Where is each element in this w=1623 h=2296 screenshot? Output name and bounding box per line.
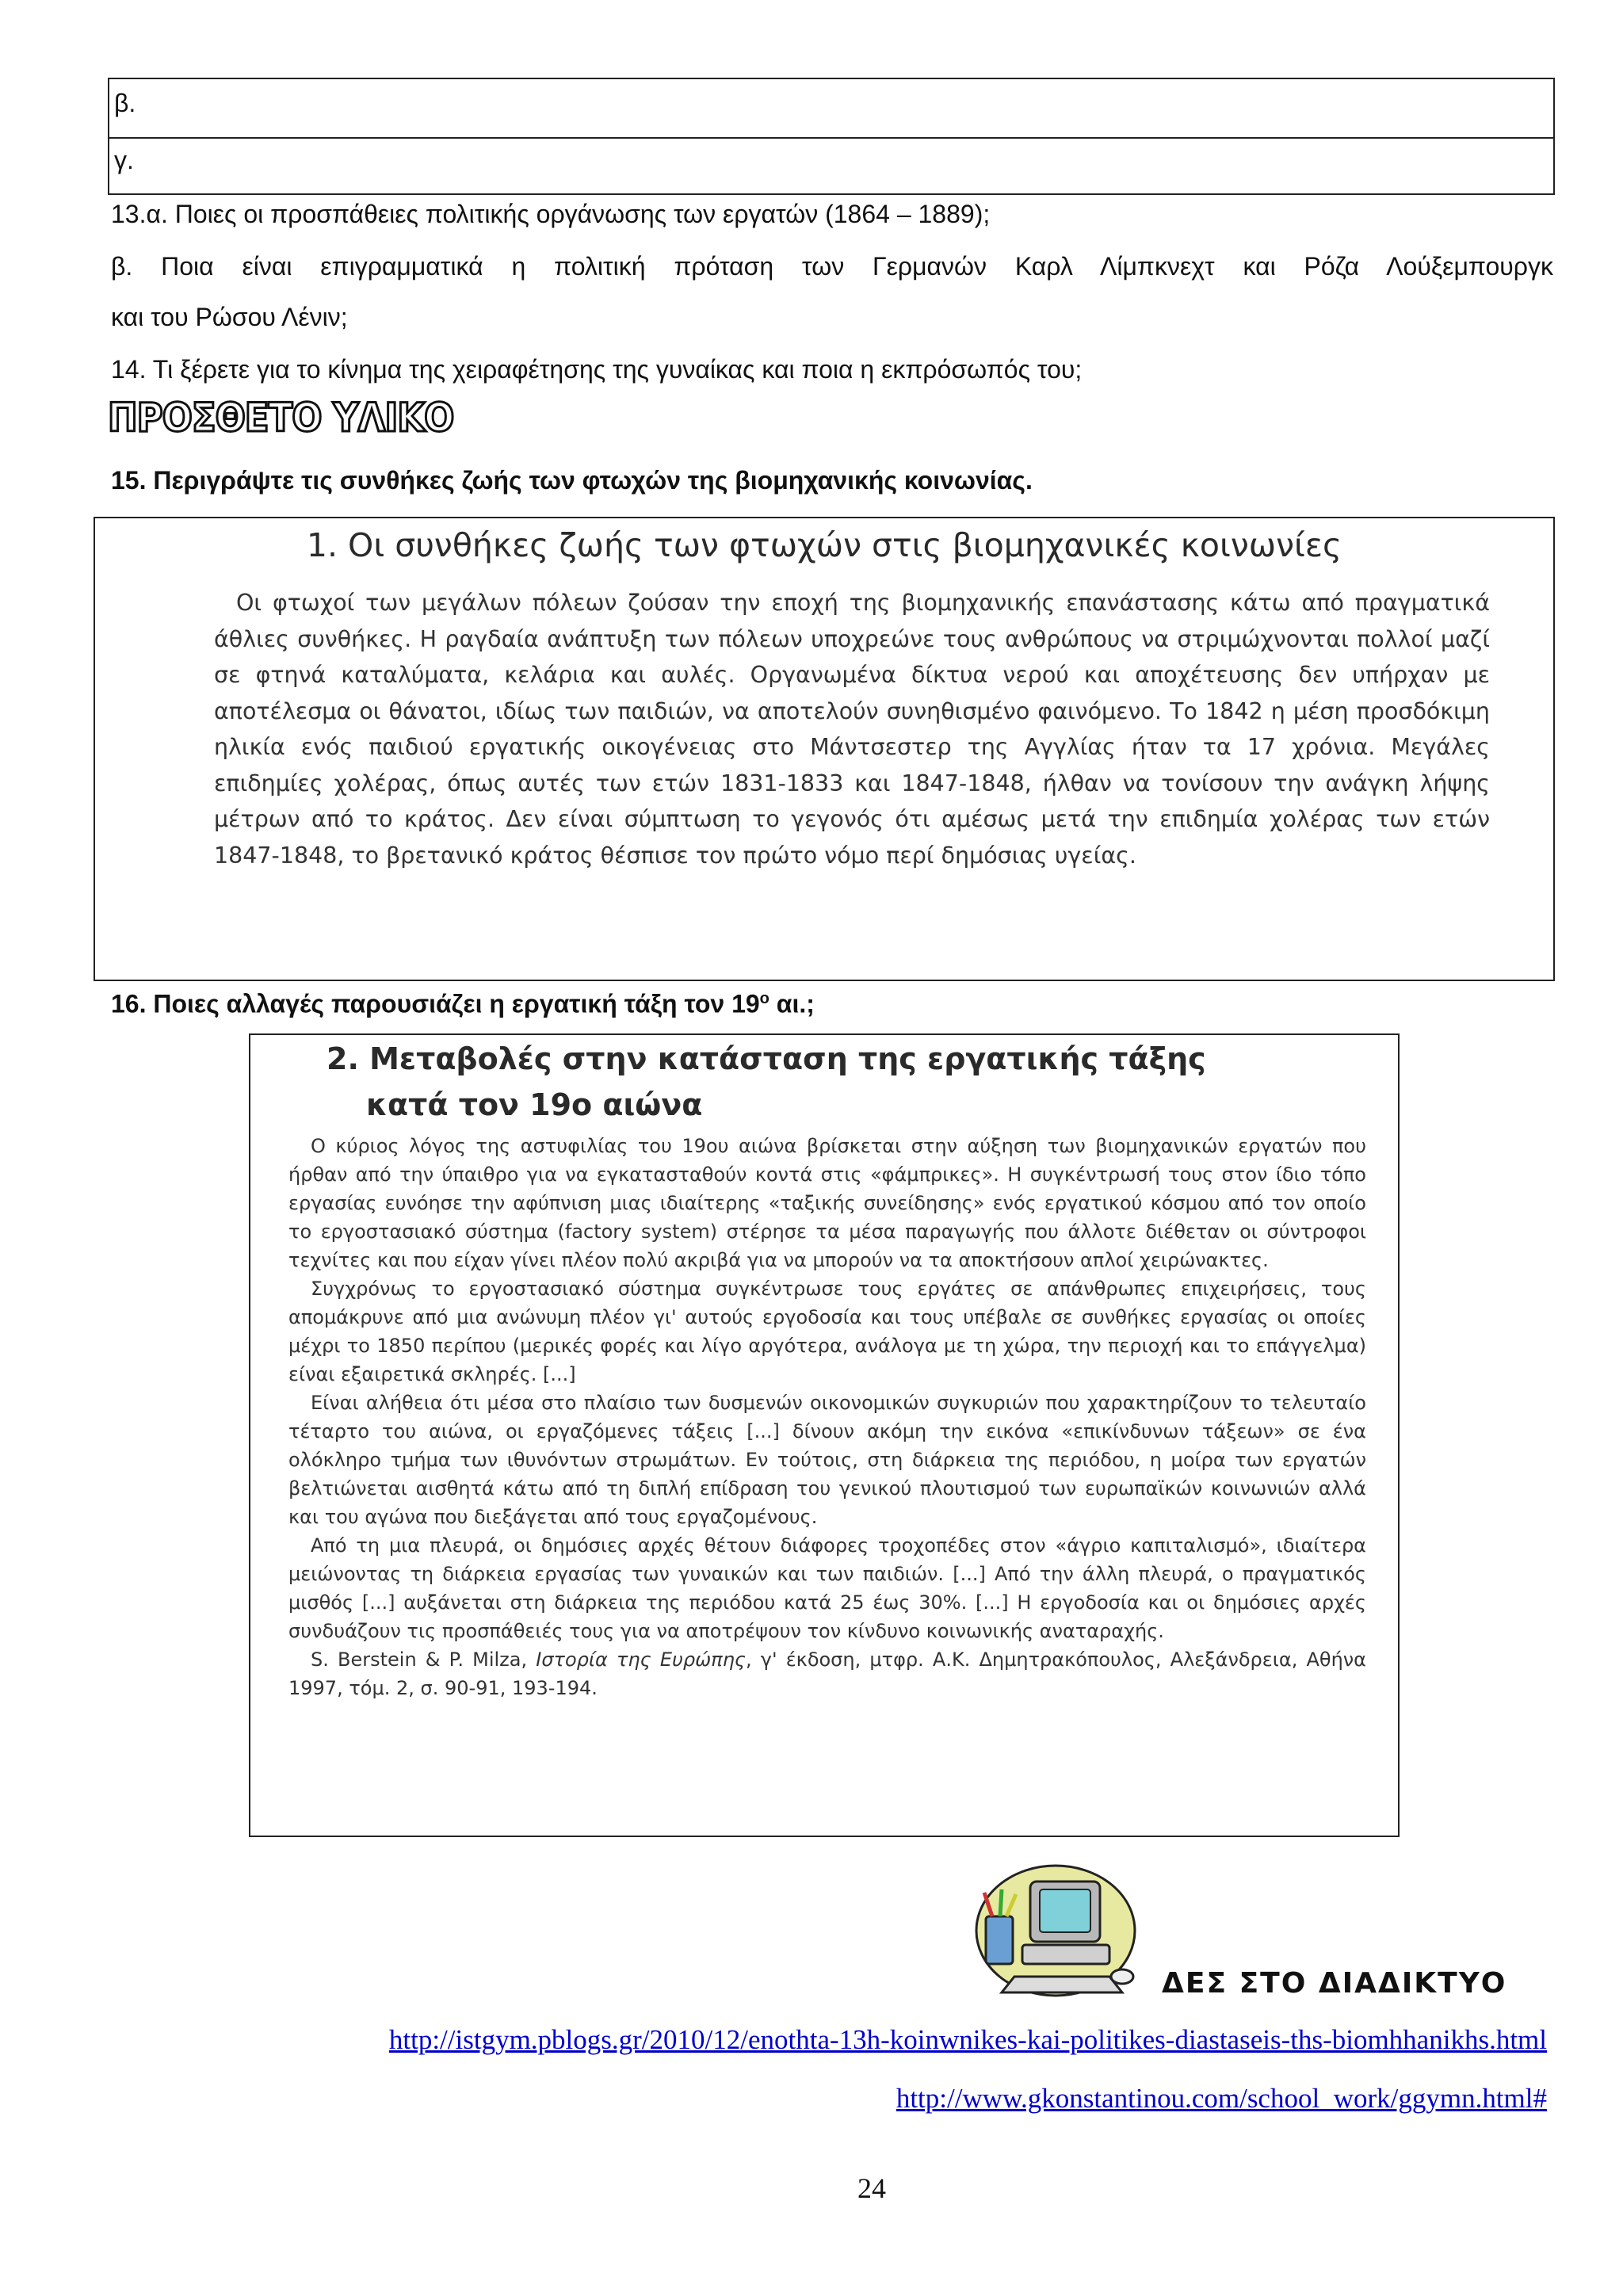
question-13b-line1: β. Ποια είναι επιγραμματικά η πολιτική πρόταση των Γερμανών Καρλ Λίμπκνεχτ και Ρόζα Λούξεμπουργκ — [111, 252, 1553, 281]
excerpt-1-body — [214, 585, 1490, 873]
excerpt-1-title: 1. Οι συνθήκες ζωής των φτωχών στις βιομηχανικές κοινωνίες — [306, 526, 1342, 564]
excerpt-2-body — [288, 1132, 1366, 1702]
computer-clipart-icon — [967, 1858, 1141, 2000]
link-gkonstantinou[interactable]: http://www.gkonstantinou.com/school_work/ggymn.html# — [896, 2083, 1547, 2114]
link-istgym[interactable]: http://istgym.pblogs.gr/2010/12/enothta-13h-koinwnikes-kai-politikes-diastaseis-ths-biomhhanikhs.html — [388, 2024, 1547, 2055]
excerpt-1-paragraph: Οι φτωχοί των μεγάλων πόλεων ζούσαν την εποχή της βιομηχανικής επανάστασης κάτω από πραγματικά άθλιες συνθήκες. Η ραγδαία ανάπτυξη των πόλεων υποχρεώνε τους ανθρώπους να στριμώχνονται πολλοί μαζί σε φτηνά καταλύματα, κελάρια και αυλές. Οργανωμένα δίκτυα νερού και αποχέτευσης δεν υπήρχαν με αποτέλεσμα οι θάνατοι, ιδίως των παιδιών, να αποτελούν συνηθισμένο φαινόμενο. Το 1842 η μέση προσδόκιμη ηλικία ενός παιδιού εργατικής οικογένειας στο Μάντσεστερ της Αγγλίας ήταν τα 17 χρόνια. Μεγάλες επιδημίες χολέρας, όπως αυτές των ετών 1831-1833 και 1847-1848, ήλθαν να τονίσουν την ανάγκη λήψης μέτρων από το κράτος. Δεν είναι σύμπτωση το γεγονός ότι αμέσως μετά την επιδημία χολέρας των ετών 1847-1848, το βρετανικό κράτος θέσπισε τον πρώτο νόμο περί δημόσιας υγείας. — [214, 590, 1490, 869]
answer-row-c — [109, 138, 1553, 195]
question-13a: 13.α. Ποιες οι προσπάθειες πολιτικής οργάνωσης των εργατών (1864 – 1889); — [111, 200, 991, 228]
excerpt-2-box — [249, 1033, 1400, 1837]
question-16-text: 16. Ποιες αλλαγές παρουσιάζει η εργατική τάξη τον 19 — [111, 989, 760, 1018]
additional-material-heading: ΠΡΟΣΘΕΤΟ ΥΛΙΚΟ — [108, 395, 454, 441]
source-authors: S. Berstein & P. Milza, — [311, 1648, 537, 1671]
excerpt-2-title-line1: 2. Μεταβολές στην κατάσταση της εργατικής τάξης — [327, 1041, 1206, 1076]
excerpt-2-paragraph-2: Συγχρόνως το εργοστασιακό σύστημα συγκέντρωσε τους εργάτες σε απάνθρωπες επιχειρήσεις, τους απομάκρυνε από μια ανώνυμη πλέον γι' αυτούς εργοδοσία και τους υπέβαλε σε συνθήκες εργασίας οι οποίες μέχρι το 1850 περίπου (μερικές φορές και λίγο αργότερα, ανάλογα με τη χώρα, την περιοχή και το επάγγελμα) είναι εξαιρετικά σκληρές. [...] — [288, 1278, 1366, 1385]
excerpt-2-source — [288, 1645, 1366, 1702]
answer-row-label: γ. — [114, 146, 134, 174]
question-16-end: αι.; — [769, 989, 815, 1018]
answer-row-label: β. — [114, 89, 136, 117]
source-details: , γ' έκδοση, μτφρ. Α.Κ. Δημητρακόπουλος, Αλεξάνδρεια, Αθήνα 1997, τόμ. 2, σ. 90-91, 193-194. — [288, 1648, 1367, 1699]
answer-row-b — [109, 79, 1553, 139]
answer-table — [108, 78, 1555, 195]
excerpt-2-paragraph-3: Είναι αλήθεια ότι μέσα στο πλαίσιο των δυσμενών οικονομικών συγκυριών που χαρακτηρίζουν το τελευταίο τέταρτο του αιώνα, οι εργαζόμενες τάξεις [...] δίνουν ακόμη την εικόνα «επικίνδυνων τάξεων» σε ένα ολόκληρο τμήμα των ιθυνόντων στρωμάτων. Εν τούτοις, στη διάρκεια της περιόδου, η μοίρα των εργατών βελτιώνεται αισθητά κάτω από τη διπλή επίδραση του γενικού πλουτισμού των ευρωπαϊκών κοινωνιών αλλά και του αγώνα που διεξάγεται από τους εργαζομένους. — [288, 1392, 1366, 1528]
question-13b-line2: και του Ρώσου Λένιν; — [111, 303, 348, 331]
excerpt-2-paragraph-1: Ο κύριος λόγος της αστυφιλίας του 19ου αιώνα βρίσκεται στην αύξηση των βιομηχανικών εργατών που ήρθαν από την ύπαιθρο για να εγκατασταθούν κοντά στις «φάμπρικες». Η συγκέντρωσή τους στον ίδιο τόπο εργασίας ευνόησε την αφύπνιση μιας ιδιαίτερης «ταξικής συνείδησης» ενός εργατικού κόσμου από τον οποίο το εργοστασιακό σύστημα (factory system) στέρησε τα μέσα παραγωγής που άλλοτε διέθεταν οι σύντροφοι τεχνίτες και που είχαν γίνει πλέον πολύ ακριβά για να μπορούν να τα αποκτήσουν απλοί χειρώνακτες. — [288, 1135, 1366, 1271]
internet-reference-label: ΔΕΣ ΣΤΟ ΔΙΑΔΙΚΤΥΟ — [1162, 1967, 1507, 2000]
excerpt-2-title-line2: κατά τον 19ο αιώνα — [366, 1087, 703, 1122]
question-15: 15. Περιγράψτε τις συνθήκες ζωής των φτωχών της βιομηχανικής κοινωνίας. — [111, 466, 1033, 495]
question-14: 14. Τι ξέρετε για το κίνημα της χειραφέτησης της γυναίκας και ποια η εκπρόσωπός του; — [111, 355, 1083, 384]
question-13b — [111, 244, 1553, 288]
excerpt-1-box — [94, 517, 1555, 981]
page-number: 24 — [857, 2172, 886, 2204]
question-16 — [111, 976, 815, 1026]
question-16-superscript: ο — [759, 990, 769, 1007]
source-book-title: Ιστορία της Ευρώπης — [536, 1648, 746, 1671]
excerpt-2-paragraph-4: Από τη μια πλευρά, οι δημόσιες αρχές θέτουν διάφορες τροχοπέδες στον «άγριο καπιταλισμό», ιδιαίτερα μειώνοντας τη διάρκεια εργασίας των γυναικών και των παιδιών. [...] Από την άλλη πλευρά, ο πραγματικός μισθός [...] αυξάνεται στη διάρκεια της περιόδου κατά 25 έως 30%. [...] Η εργοδοσία και οι δημόσιες αρχές συνδυάζουν τις προσπάθειές τους για να αποτρέψουν τον κίνδυνο κοινωνικής αναταραχής. — [288, 1534, 1366, 1642]
